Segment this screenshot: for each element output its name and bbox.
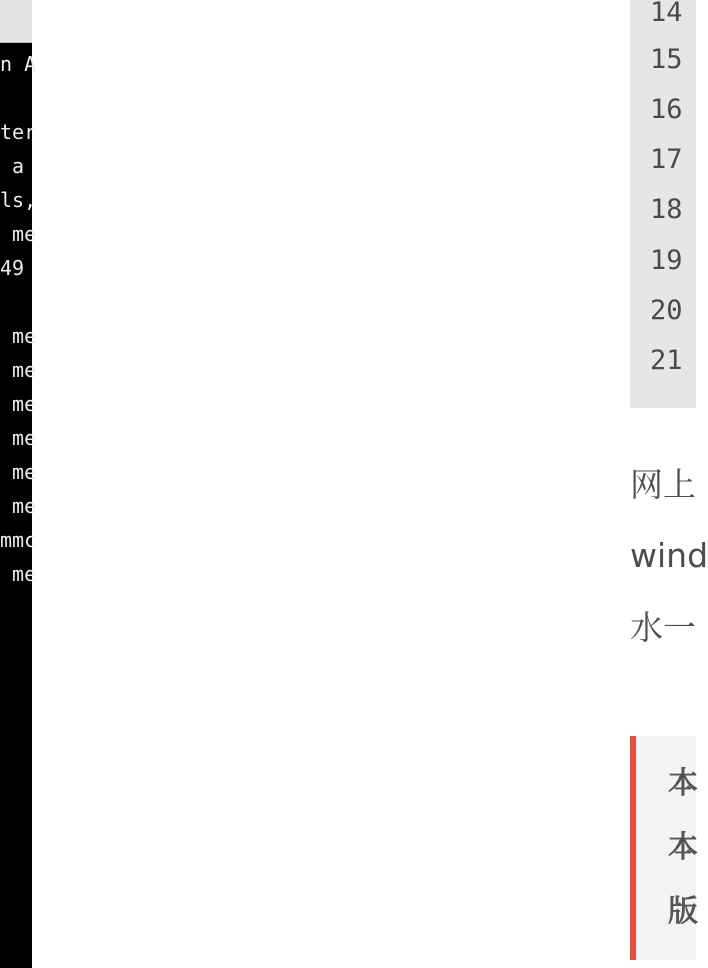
terminal-line: me: [0, 358, 37, 382]
terminal-line: me: [0, 460, 37, 484]
line-number: 15: [650, 44, 683, 75]
terminal-line: ls,: [0, 188, 37, 212]
notice-line: 版: [668, 894, 698, 929]
article-paragraph-line: 水一: [630, 608, 696, 647]
line-number: 20: [650, 295, 683, 326]
line-number: 18: [650, 194, 683, 225]
terminal-line: n A: [0, 52, 37, 76]
terminal-line: me: [0, 324, 37, 348]
article-paragraph-line: 网上: [630, 465, 696, 504]
line-number: 16: [650, 94, 683, 125]
terminal-line: me: [0, 562, 37, 586]
terminal-line: a: [0, 154, 25, 178]
line-number: 19: [650, 245, 683, 276]
notice-line: 本: [668, 830, 698, 865]
terminal-line: me: [0, 222, 37, 246]
copyright-notice: [630, 736, 696, 960]
terminal-titlebar[interactable]: [0, 0, 32, 43]
terminal-line: mmc: [0, 528, 37, 552]
terminal-line: 49: [0, 256, 25, 280]
terminal-window[interactable]: [0, 0, 37, 968]
line-number: 14: [650, 0, 683, 28]
terminal-line: me: [0, 494, 37, 518]
notice-line: 本: [668, 766, 698, 801]
terminal-line: me: [0, 392, 37, 416]
article-paragraph-line: wind: [630, 536, 708, 575]
line-number: 17: [650, 144, 683, 175]
terminal-line: ter: [0, 120, 37, 144]
line-number: 21: [650, 345, 683, 376]
code-block: [630, 0, 696, 408]
terminal-line: me: [0, 426, 37, 450]
